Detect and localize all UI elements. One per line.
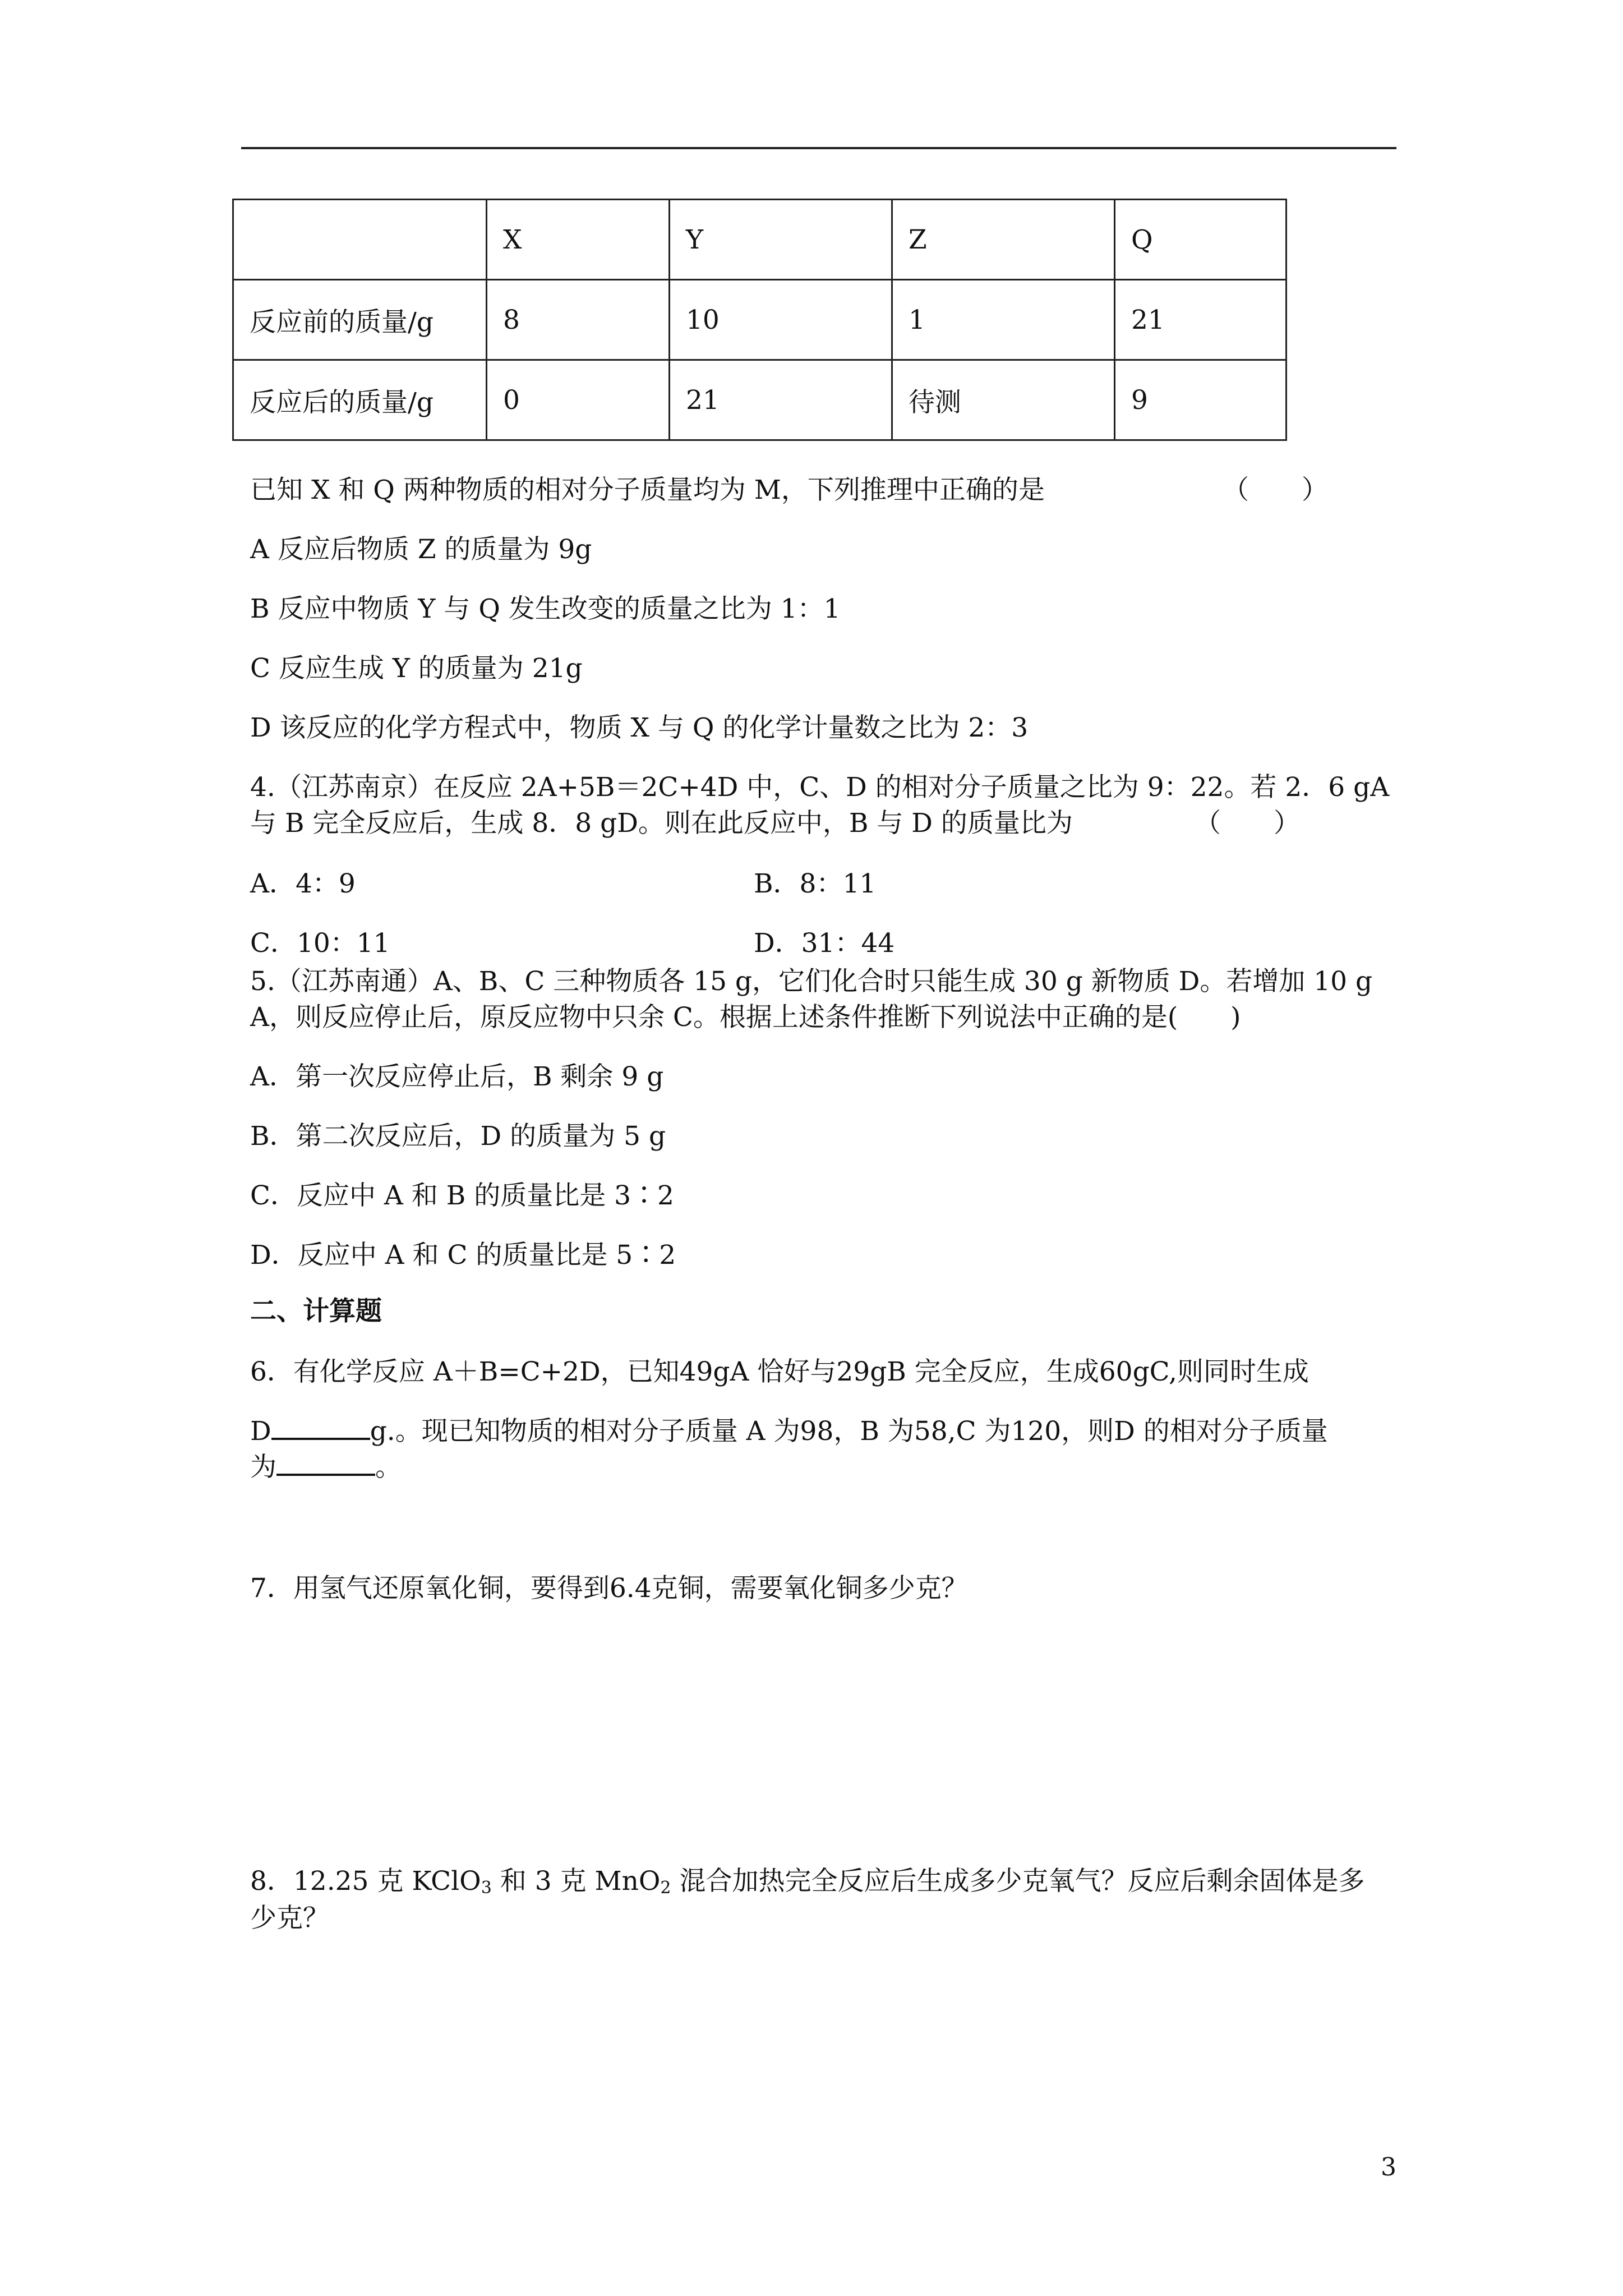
table-header-cell: Y — [670, 200, 892, 280]
q4-answer-paren: （ ） — [1195, 808, 1300, 839]
q6-line2-text: g.。现已知物质的相对分子质量 A 为98，B 为58,C 为120，则D 的相对分子质量 — [370, 1416, 1328, 1447]
table-cell: 0 — [487, 360, 670, 440]
q4-line2: 与 B 完全反应后，生成 8．8 gD。则在此反应中，B 与 D 的质量比为 — [250, 808, 1073, 839]
q3-option-d: D 该反应的化学方程式中，物质 X 与 Q 的化学计量数之比为 2：3 — [250, 712, 1029, 743]
table-header-cell: X — [487, 200, 670, 280]
q6-line2-prefix: D — [250, 1416, 271, 1447]
q6-line3 — [250, 1446, 402, 1484]
q8-line2: 少克？ — [250, 1903, 329, 1934]
q5-option-d: D．反应中 A 和 C 的质量比是 5∶2 — [250, 1240, 676, 1271]
q5-line1: 5.（江苏南通）A、B、C 三种物质各 15 g，它们化合时只能生成 30 g 新物质 D。若增加 10 g — [250, 966, 1373, 997]
q5-line2: A，则反应停止后，原反应物中只余 C。根据上述条件推断下列说法中正确的是( ) — [250, 1002, 1241, 1033]
q6-line3-suffix: 。 — [375, 1452, 402, 1483]
mass-table — [232, 199, 1287, 441]
q3-option-c: C 反应生成 Y 的质量为 21g — [250, 653, 583, 684]
q4-option-c: C．10：11 — [250, 928, 390, 959]
q6-line1: 6．有化学反应 A＋B=C+2D，已知49gA 恰好与29gB 完全反应，生成60gC,则同时生成 — [250, 1356, 1309, 1387]
q5-option-b: B．第二次反应后，D 的质量为 5 g — [250, 1121, 666, 1152]
q3-answer-paren: （ ） — [1223, 475, 1328, 505]
header-rule — [241, 147, 1396, 149]
table-row — [233, 360, 1287, 440]
table-cell: 反应前的质量/g — [233, 280, 487, 360]
q6-answer-blank-2[interactable] — [276, 1449, 375, 1476]
page-number: 3 — [1381, 2153, 1396, 2182]
q6-answer-blank-1[interactable] — [271, 1413, 370, 1440]
table-cell: 10 — [670, 280, 892, 360]
table-header-row — [233, 200, 1287, 280]
q8-text-part2: 和 3 克 MnO — [491, 1866, 661, 1897]
q4-option-d: D．31：44 — [754, 928, 895, 959]
table-cell: 9 — [1115, 360, 1287, 440]
q8-line1 — [250, 1860, 1364, 1898]
q7-text: 7．用氢气还原氧化铜，要得到6.4克铜，需要氧化铜多少克？ — [250, 1573, 968, 1604]
table-cell: 反应后的质量/g — [233, 360, 487, 440]
q3-option-b: B 反应中物质 Y 与 Q 发生改变的质量之比为 1：1 — [250, 593, 841, 624]
q3-option-a: A 反应后物质 Z 的质量为 9g — [250, 534, 592, 565]
q6-line3-prefix: 为 — [250, 1452, 276, 1483]
table-cell: 8 — [487, 280, 670, 360]
table-header-cell: Z — [892, 200, 1115, 280]
q6-line2 — [250, 1410, 1328, 1448]
q5-option-a: A．第一次反应停止后，B 剩余 9 g — [250, 1061, 664, 1092]
table-cell: 1 — [892, 280, 1115, 360]
q3-stem: 已知 X 和 Q 两种物质的相对分子质量均为 M，下列推理中正确的是 — [250, 475, 1045, 505]
q4-line1: 4.（江苏南京）在反应 2A+5B＝2C+4D 中，C、D 的相对分子质量之比为 9：22。若 2．6 gA — [250, 772, 1390, 803]
table-cell: 21 — [670, 360, 892, 440]
table-row — [233, 280, 1287, 360]
q5-option-c: C．反应中 A 和 B 的质量比是 3∶2 — [250, 1180, 674, 1211]
table-cell: 待测 — [892, 360, 1115, 440]
table-header-cell — [233, 200, 487, 280]
table-cell: 21 — [1115, 280, 1287, 360]
q4-option-a: A．4：9 — [250, 868, 356, 899]
table-header-cell: Q — [1115, 200, 1287, 280]
q8-text-part1: 8．12.25 克 KClO — [250, 1866, 481, 1897]
q8-text-part3: 混合加热完全反应后生成多少克氧气？反应后剩余固体是多 — [671, 1866, 1365, 1897]
q8-subscript-2: 2 — [660, 1878, 671, 1898]
section-title: 二、计算题 — [250, 1296, 382, 1327]
q4-option-b: B．8：11 — [754, 868, 877, 899]
q8-subscript-1: 3 — [481, 1878, 492, 1898]
